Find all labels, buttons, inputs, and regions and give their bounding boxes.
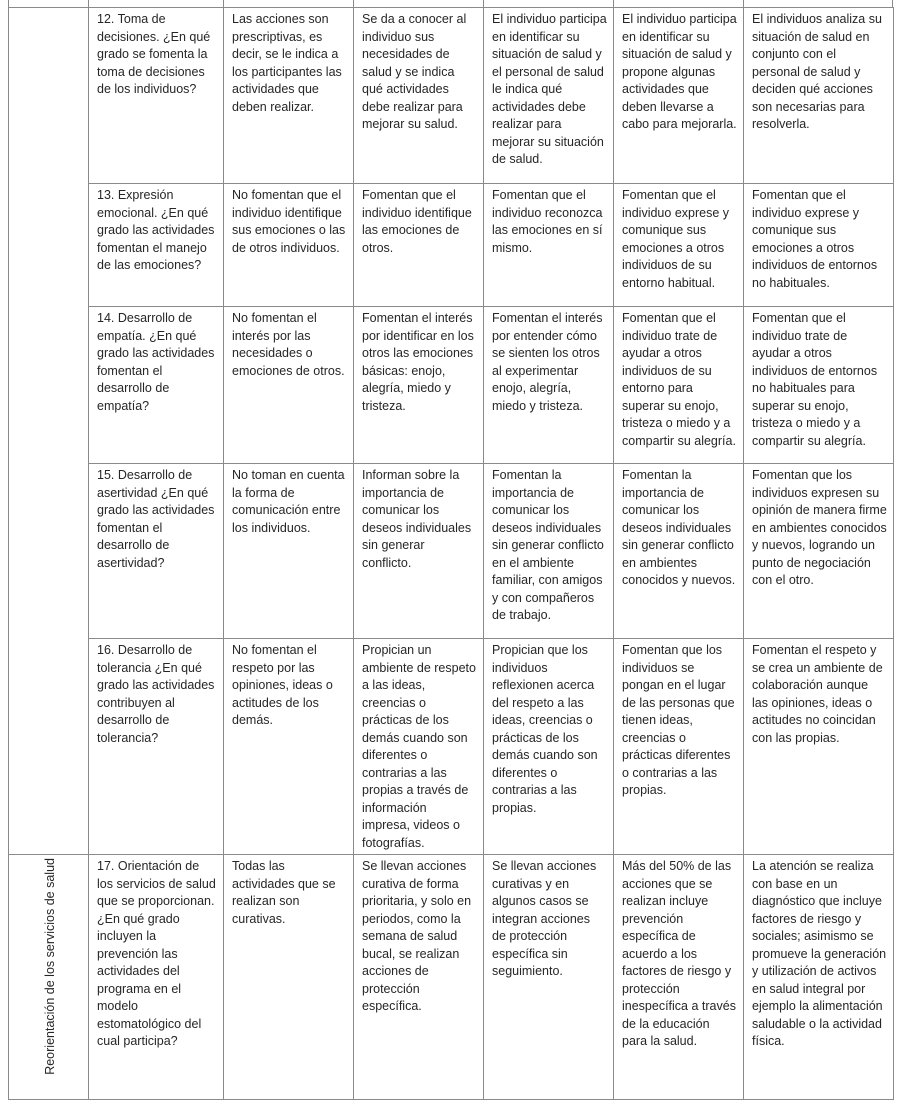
category-label-vertical: Reorientación de los servicios de salud [42, 858, 57, 1075]
question-cell: 17. Orientación de los servicios de salud que se proporcionan. ¿En qué grado incluyen la prevención las actividades del programa en el modelo estomatológico del cual participa? [89, 855, 224, 1100]
table-row [9, 855, 894, 1100]
level-cell: No fomentan que el individuo identifique sus emociones o las de otros individuos. [224, 184, 354, 307]
level-cell: La atención se realiza con base en un diagnóstico que incluye factores de riesgo y sociales; asimismo se promueve la generación y utilización de activos en salud integral por ejemplo la alimentación saludable o la actividad física. [744, 855, 894, 1100]
level-cell: Fomentan el interés por entender cómo se sienten los otros al experimentar enojo, alegría, miedo y tristeza. [484, 307, 614, 464]
level-cell: Todas las actividades que se realizan son curativas. [224, 855, 354, 1100]
level-cell: No fomentan el respeto por las opiniones, ideas o actitudes de los demás. [224, 639, 354, 855]
question-cell: 14. Desarrollo de empatía. ¿En qué grado las actividades fomentan el desarrollo de empatía? [89, 307, 224, 464]
level-cell: Fomentan la importancia de comunicar los deseos individuales sin generar conflicto en el ambiente familiar, con amigos y con compañeros de trabajo. [484, 464, 614, 639]
level-cell: Fomentan que los individuos se pongan en el lugar de las personas que tienen ideas, creencias o prácticas diferentes o contrarias a las propias. [614, 639, 744, 855]
level-cell: El individuo participa en identificar su situación de salud y propone algunas actividades que deben llevarse a cabo para mejorarla. [614, 8, 744, 184]
question-cell: 12. Toma de decisiones. ¿En qué grado se fomenta la toma de decisiones de los individuos? [89, 8, 224, 184]
question-cell: 15. Desarrollo de asertividad ¿En qué grado las actividades fomentan el desarrollo de asertividad? [89, 464, 224, 639]
level-cell: Se da a conocer al individuo sus necesidades de salud y se indica qué actividades debe realizar para mejorar su salud. [354, 8, 484, 184]
level-cell: Propician que los individuos reflexionen acerca del respeto a las ideas, creencias o prácticas de los demás cuando son diferentes o contrarias a las propias. [484, 639, 614, 855]
level-cell: Propician un ambiente de respeto a las ideas, creencias o prácticas de los demás cuando son diferentes o contrarias a las propias a través de información impresa, videos o fotografías. [354, 639, 484, 855]
table-row [9, 307, 894, 464]
category-cell [9, 855, 89, 1100]
evaluation-rubric-table [8, 7, 894, 1100]
level-cell: No toman en cuenta la forma de comunicación entre los individuos. [224, 464, 354, 639]
category-cell-empty [9, 8, 89, 855]
level-cell: El individuo participa en identificar su situación de salud y el personal de salud le indica qué actividades debe realizar para mejorar su situación de salud. [484, 8, 614, 184]
level-cell: Fomentan que el individuo exprese y comunique sus emociones a otros individuos de entornos no habituales. [744, 184, 894, 307]
question-cell: 16. Desarrollo de tolerancia ¿En qué grado las actividades contribuyen al desarrollo de tolerancia? [89, 639, 224, 855]
level-cell: Se llevan acciones curativa de forma prioritaria, y solo en periodos, como la semana de salud bucal, se realizan acciones de protección específica. [354, 855, 484, 1100]
level-cell: Fomentan que el individuo identifique las emociones de otros. [354, 184, 484, 307]
level-cell: Fomentan el interés por identificar en los otros las emociones básicas: enojo, alegría, miedo y tristeza. [354, 307, 484, 464]
table-row [9, 464, 894, 639]
level-cell: Fomentan que el individuo trate de ayudar a otros individuos de su entorno para superar su enojo, tristeza o miedo y a compartir su alegría. [614, 307, 744, 464]
table-row [9, 639, 894, 855]
level-cell: Se llevan acciones curativas y en algunos casos se integran acciones de protección específica sin seguimiento. [484, 855, 614, 1100]
level-cell: Fomentan el respeto y se crea un ambiente de colaboración aunque las opiniones, ideas o actitudes no coincidan con las propias. [744, 639, 894, 855]
table-row [9, 8, 894, 184]
level-cell: Más del 50% de las acciones que se realizan incluye prevención específica de acuerdo a los factores de riesgo y protección inespecífica a través de la educación para la salud. [614, 855, 744, 1100]
level-cell: El individuos analiza su situación de salud en conjunto con el personal de salud y deciden qué acciones son necesarias para resolverla. [744, 8, 894, 184]
level-cell: Fomentan que el individuo trate de ayudar a otros individuos de entornos no habituales para superar su enojo, tristeza o miedo y a compartir su alegría. [744, 307, 894, 464]
level-cell: Fomentan que los individuos expresen su opinión de manera firme en ambientes conocidos y nuevos, logrando un punto de negociación con el otro. [744, 464, 894, 639]
level-cell: Las acciones son prescriptivas, es decir, se le indica a los participantes las actividades que deben realizar. [224, 8, 354, 184]
level-cell: Fomentan que el individuo reconozca las emociones en sí mismo. [484, 184, 614, 307]
question-cell: 13. Expresión emocional. ¿En qué grado las actividades fomentan el manejo de las emociones? [89, 184, 224, 307]
level-cell: No fomentan el interés por las necesidades o emociones de otros. [224, 307, 354, 464]
level-cell: Informan sobre la importancia de comunicar los deseos individuales sin generar conflicto. [354, 464, 484, 639]
table-row [9, 184, 894, 307]
level-cell: Fomentan que el individuo exprese y comunique sus emociones a otros individuos de su entorno habitual. [614, 184, 744, 307]
level-cell: Fomentan la importancia de comunicar los deseos individuales sin generar conflicto en ambientes conocidos y nuevos. [614, 464, 744, 639]
